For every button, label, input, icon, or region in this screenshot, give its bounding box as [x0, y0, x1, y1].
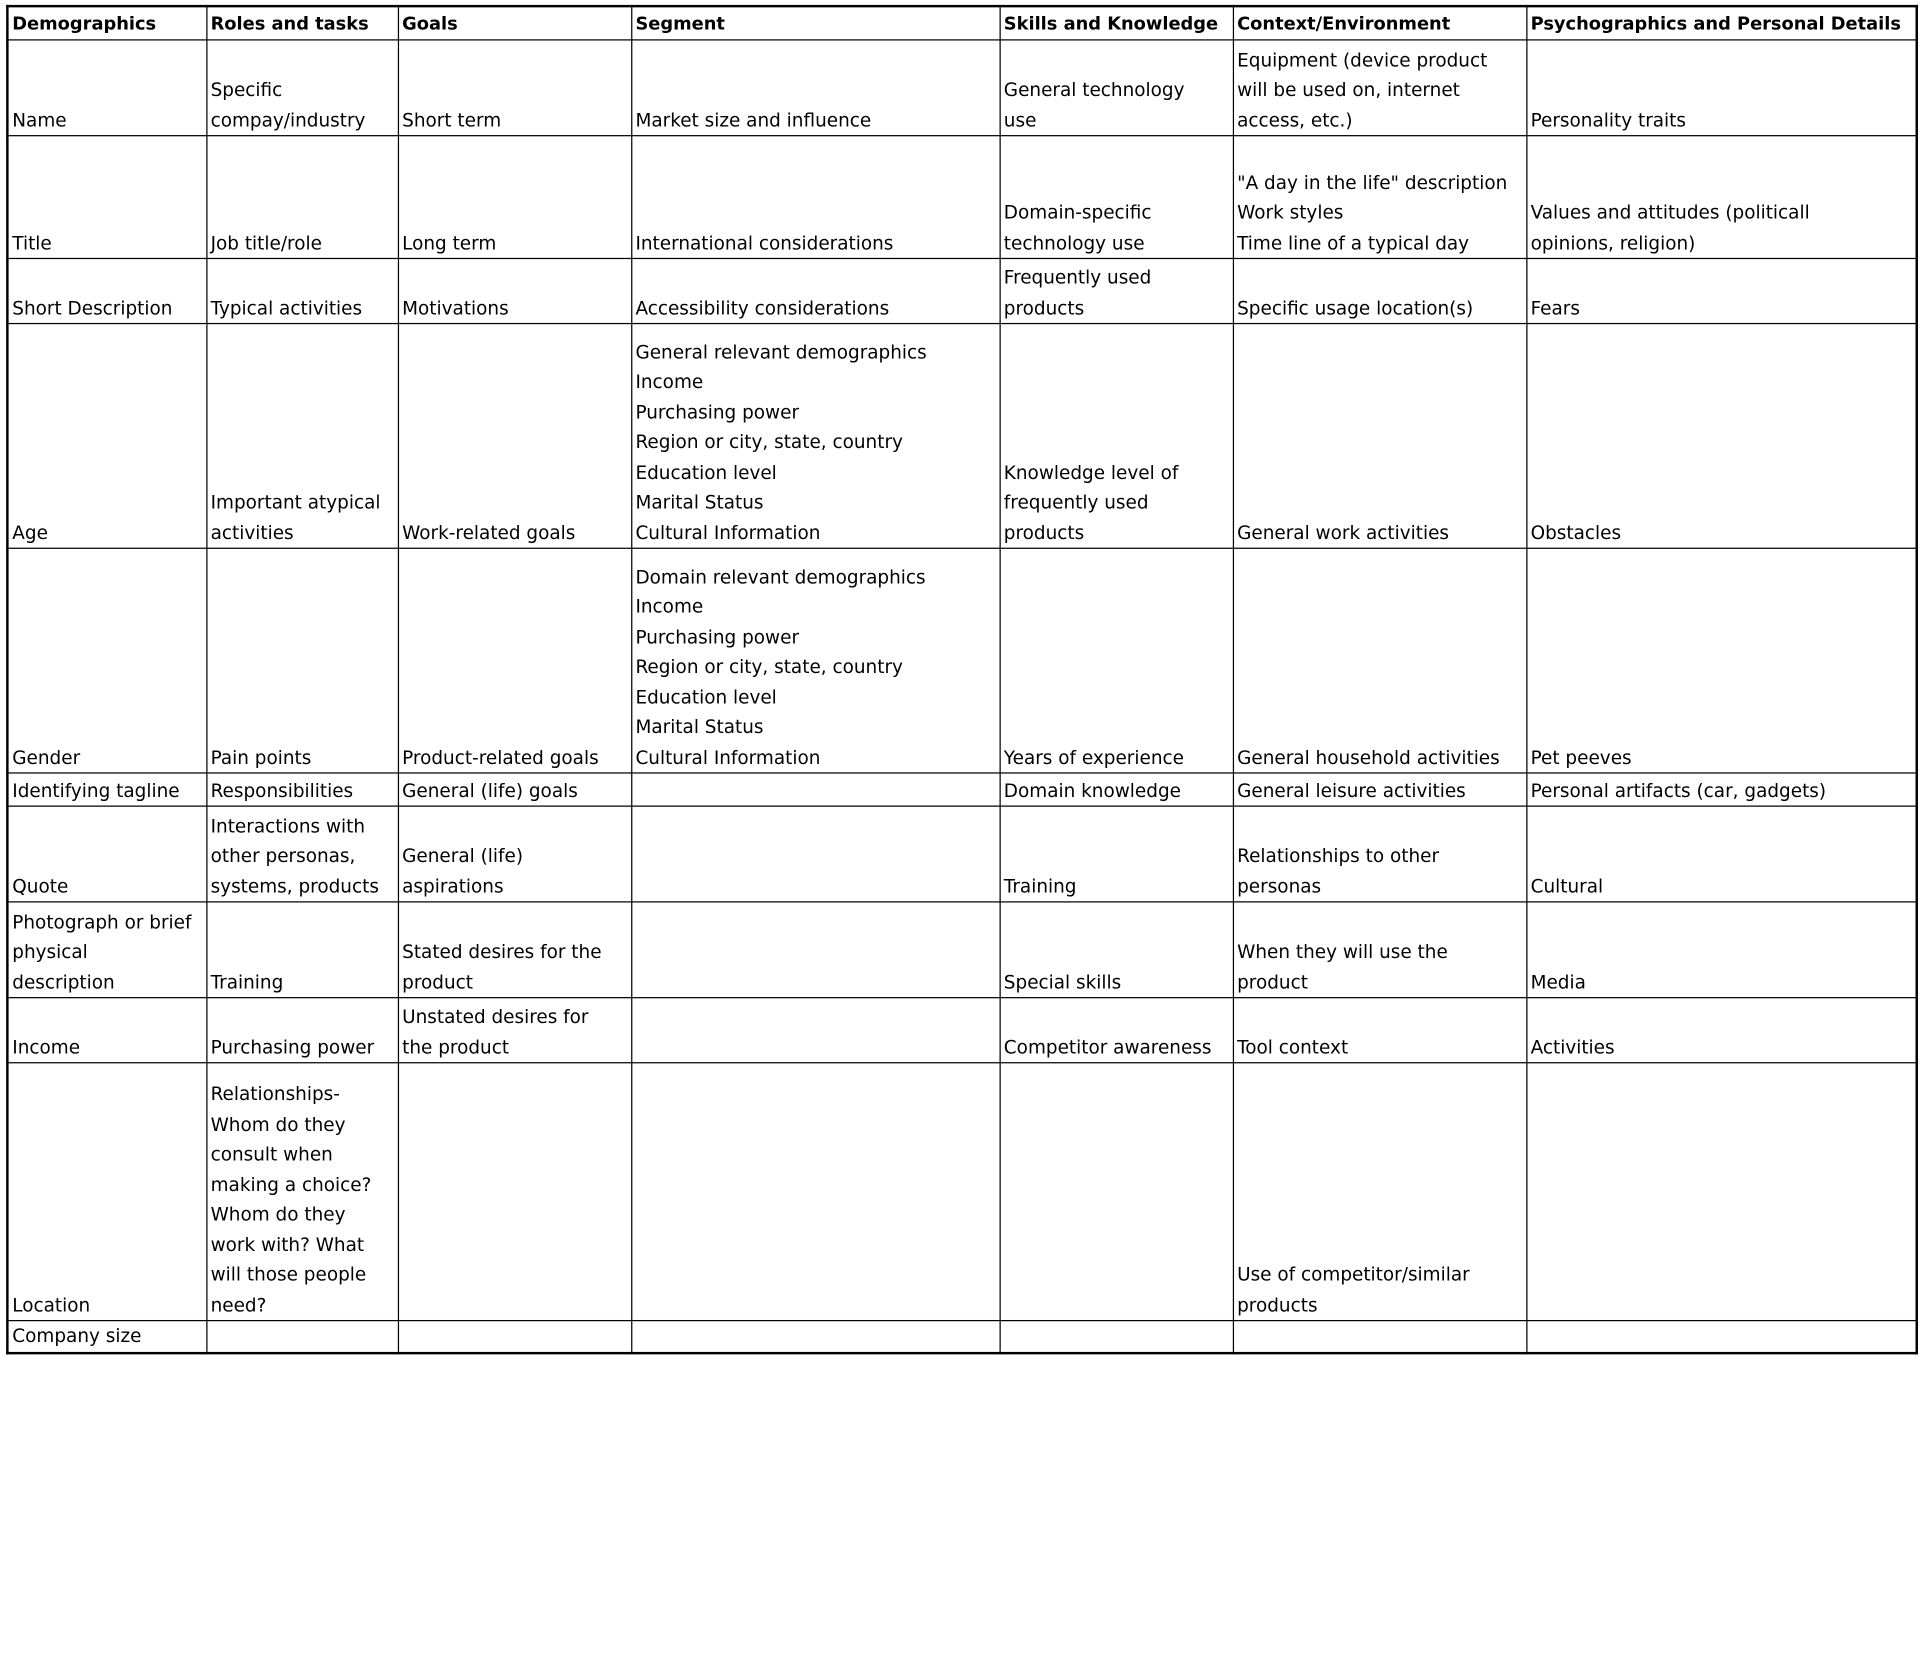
table-cell: Relationships to other personas — [1233, 806, 1526, 902]
table-cell: Training — [206, 902, 398, 998]
table-cell: Photograph or brief physical description — [7, 902, 206, 998]
table-cell: Use of competitor/similar products — [1233, 1063, 1526, 1321]
table-cell: Equipment (device product will be used on, internet access, etc.) — [1233, 40, 1526, 136]
table-cell: Name — [7, 40, 206, 136]
table-cell: Quote — [7, 806, 206, 902]
table-row — [7, 1063, 1916, 1321]
table-cell: Accessibility considerations — [631, 258, 999, 323]
table-cell: Pet peeves — [1526, 548, 1916, 773]
table-cell: Unstated desires for the product — [398, 998, 631, 1063]
table-cell: Frequently used products — [1000, 258, 1233, 323]
table-cell: Purchasing power — [206, 998, 398, 1063]
table-cell: Market size and influence — [631, 40, 999, 136]
table-cell: Important atypical activities — [206, 324, 398, 549]
table-row — [7, 258, 1916, 323]
table-cell: Media — [1526, 902, 1916, 998]
table-cell: Interactions with other personas, systems, products — [206, 806, 398, 902]
table-cell: International considerations — [631, 136, 999, 259]
table-cell — [1526, 1321, 1916, 1353]
table-cell: Domain-specific technology use — [1000, 136, 1233, 259]
table-cell — [1233, 1321, 1526, 1353]
column-header-psychographics: Psychographics and Personal Details — [1526, 6, 1916, 40]
table-cell — [398, 1321, 631, 1353]
table-row — [7, 136, 1916, 259]
table-cell: Domain knowledge — [1000, 773, 1233, 806]
table-cell: General (life) goals — [398, 773, 631, 806]
table-row — [7, 324, 1916, 549]
table-cell: Short Description — [7, 258, 206, 323]
table-cell: Company size — [7, 1321, 206, 1353]
table-cell: Age — [7, 324, 206, 549]
table-row — [7, 902, 1916, 998]
table-cell — [1526, 1063, 1916, 1321]
table-row — [7, 773, 1916, 806]
table-cell: General household activities — [1233, 548, 1526, 773]
table-cell: General (life) aspirations — [398, 806, 631, 902]
table-cell: Values and attitudes (politicall opinions, religion) — [1526, 136, 1916, 259]
table-cell: Identifying tagline — [7, 773, 206, 806]
table-cell — [631, 998, 999, 1063]
table-cell: "A day in the life" description Work styles Time line of a typical day — [1233, 136, 1526, 259]
table-cell: Specific usage location(s) — [1233, 258, 1526, 323]
column-header-roles-and-tasks: Roles and tasks — [206, 6, 398, 40]
table-cell: Pain points — [206, 548, 398, 773]
table-cell: Job title/role — [206, 136, 398, 259]
table-row — [7, 1321, 1916, 1353]
table-cell: Cultural — [1526, 806, 1916, 902]
column-header-context-environment: Context/Environment — [1233, 6, 1526, 40]
table-cell: Fears — [1526, 258, 1916, 323]
column-header-demographics: Demographics — [7, 6, 206, 40]
table-cell: When they will use the product — [1233, 902, 1526, 998]
table-cell: Training — [1000, 806, 1233, 902]
table-cell — [206, 1321, 398, 1353]
table-row — [7, 806, 1916, 902]
table-row — [7, 40, 1916, 136]
column-header-goals: Goals — [398, 6, 631, 40]
table-cell: Product-related goals — [398, 548, 631, 773]
table-cell — [631, 902, 999, 998]
table-cell — [631, 773, 999, 806]
table-cell: Gender — [7, 548, 206, 773]
table-cell — [631, 1063, 999, 1321]
table-cell: Long term — [398, 136, 631, 259]
table-cell: Competitor awareness — [1000, 998, 1233, 1063]
table-cell: General work activities — [1233, 324, 1526, 549]
table-cell — [631, 806, 999, 902]
table-cell: General technology use — [1000, 40, 1233, 136]
table-cell: Income — [7, 998, 206, 1063]
table-cell: Personal artifacts (car, gadgets) — [1526, 773, 1916, 806]
table-row — [7, 548, 1916, 773]
table-cell: Domain relevant demographics Income Purchasing power Region or city, state, country Education level Marital Status Cultural Information — [631, 548, 999, 773]
persona-attributes-table — [6, 5, 1918, 1354]
table-cell — [398, 1063, 631, 1321]
table-cell: Activities — [1526, 998, 1916, 1063]
table-cell: Motivations — [398, 258, 631, 323]
table-cell — [1000, 1321, 1233, 1353]
table-cell: General relevant demographics Income Purchasing power Region or city, state, country Education level Marital Status Cultural Information — [631, 324, 999, 549]
table-cell: Knowledge level of frequently used products — [1000, 324, 1233, 549]
table-cell: Relationships- Whom do they consult when making a choice? Whom do they work with? What will those people need? — [206, 1063, 398, 1321]
table-cell: Title — [7, 136, 206, 259]
table-cell: Stated desires for the product — [398, 902, 631, 998]
column-header-skills-and-knowledge: Skills and Knowledge — [1000, 6, 1233, 40]
table-cell: Work-related goals — [398, 324, 631, 549]
table-cell: Short term — [398, 40, 631, 136]
table-cell: Obstacles — [1526, 324, 1916, 549]
table-cell: Specific compay/industry — [206, 40, 398, 136]
table-cell: Years of experience — [1000, 548, 1233, 773]
table-cell: Personality traits — [1526, 40, 1916, 136]
table-row — [7, 998, 1916, 1063]
table-cell: General leisure activities — [1233, 773, 1526, 806]
table-cell — [631, 1321, 999, 1353]
table-cell: Responsibilities — [206, 773, 398, 806]
table-cell: Tool context — [1233, 998, 1526, 1063]
column-header-segment: Segment — [631, 6, 999, 40]
table-cell: Typical activities — [206, 258, 398, 323]
table-cell: Location — [7, 1063, 206, 1321]
table-cell — [1000, 1063, 1233, 1321]
header-row — [7, 6, 1916, 40]
table-cell: Special skills — [1000, 902, 1233, 998]
